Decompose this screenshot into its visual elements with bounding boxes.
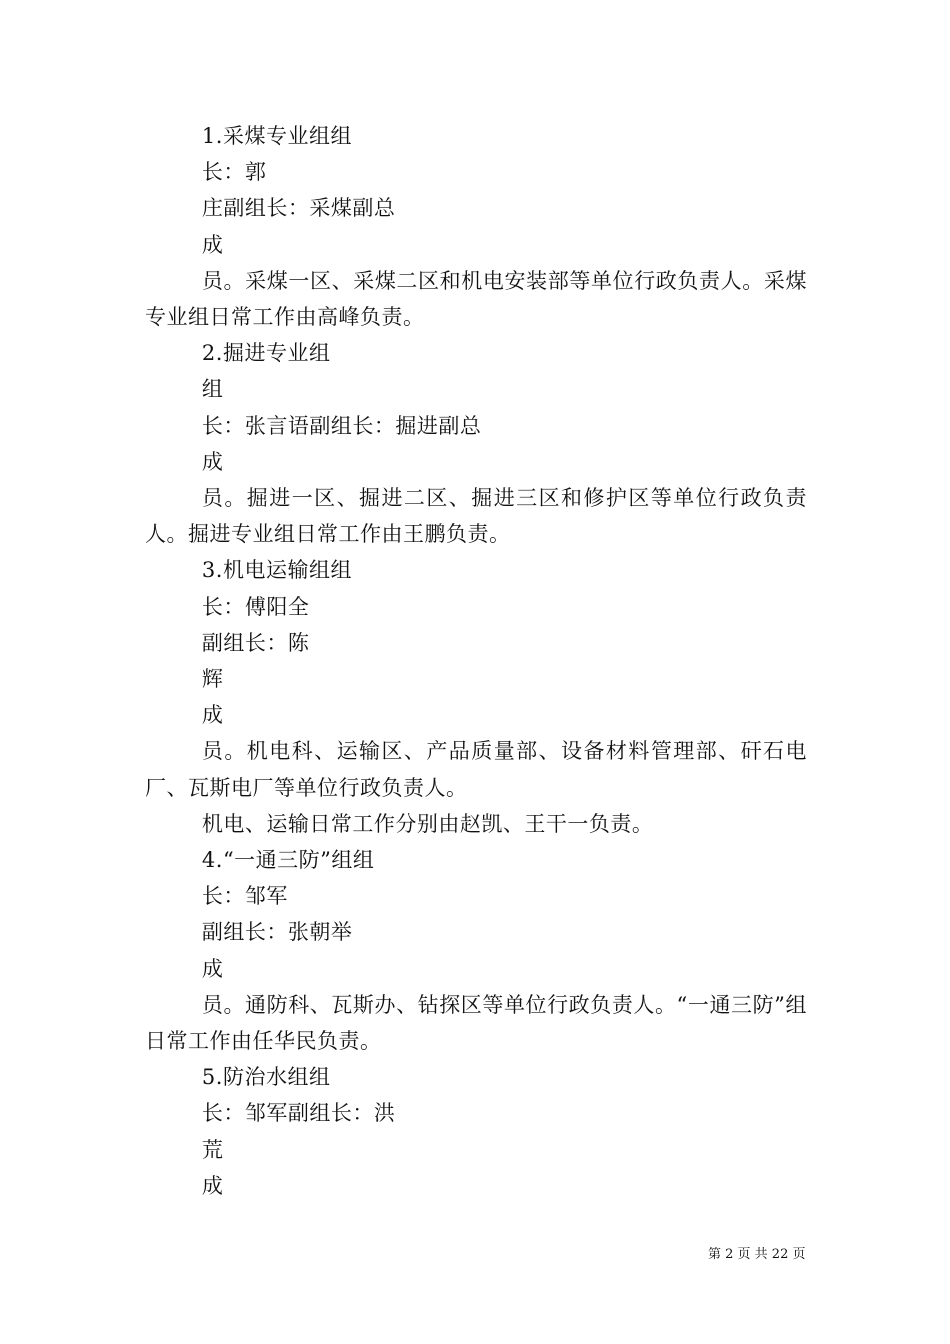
text-line: 荒 bbox=[201, 1137, 224, 1162]
paragraph-juejin-members: 员。掘进一区、掘进二区、掘进三区和修护区等单位行政负责人。掘进专业组日常工作由王鹏负责。 bbox=[145, 486, 807, 547]
heading-tongfang-group: 4.“一通三防”组组 bbox=[201, 848, 375, 873]
heading-caimei-group: 1.采煤专业组组 bbox=[201, 124, 352, 148]
page-number-footer: 第 2 页 共 22 页 bbox=[708, 1247, 806, 1262]
text-line: 成 bbox=[201, 703, 224, 728]
text-line: 成 bbox=[201, 956, 224, 981]
document-body bbox=[145, 118, 807, 1204]
text-line: 成 bbox=[201, 1173, 224, 1198]
text-line: 成 bbox=[201, 232, 224, 257]
text-line: 庄副组长：采煤副总 bbox=[201, 196, 396, 221]
text-line: 长：傅阳全 bbox=[201, 594, 310, 619]
text-line: 长：邹军 bbox=[201, 884, 288, 909]
text-line: 副组长：陈 bbox=[201, 630, 310, 655]
text-line: 成 bbox=[201, 449, 224, 474]
paragraph-jidian-duty: 机电、运输日常工作分别由赵凯、王干一负责。 bbox=[201, 811, 654, 836]
text-line: 辉 bbox=[201, 667, 224, 692]
text-line: 长：郭 bbox=[201, 160, 267, 185]
paragraph-tongfang-members: 员。通防科、瓦斯办、钻探区等单位行政负责人。“一通三防”组日常工作由任华民负责。 bbox=[145, 992, 807, 1054]
heading-jidian-group: 3.机电运输组组 bbox=[201, 558, 352, 583]
text-line: 副组长：张朝举 bbox=[201, 920, 353, 945]
paragraph-jidian-members: 员。机电科、运输区、产品质量部、设备材料管理部、矸石电厂、瓦斯电厂等单位行政负责人。 bbox=[145, 739, 807, 800]
heading-juejin-group: 2.掘进专业组 bbox=[201, 341, 331, 366]
text-line: 长：邹军副组长：洪 bbox=[201, 1101, 396, 1126]
heading-fangzhishui-group: 5.防治水组组 bbox=[201, 1065, 331, 1090]
text-line: 长：张言语副组长：掘进副总 bbox=[201, 413, 482, 438]
paragraph-caimei-members: 员。采煤一区、采煤二区和机电安装部等单位行政负责人。采煤专业组日常工作由高峰负责。 bbox=[145, 268, 807, 330]
text-line: 组 bbox=[201, 377, 224, 402]
